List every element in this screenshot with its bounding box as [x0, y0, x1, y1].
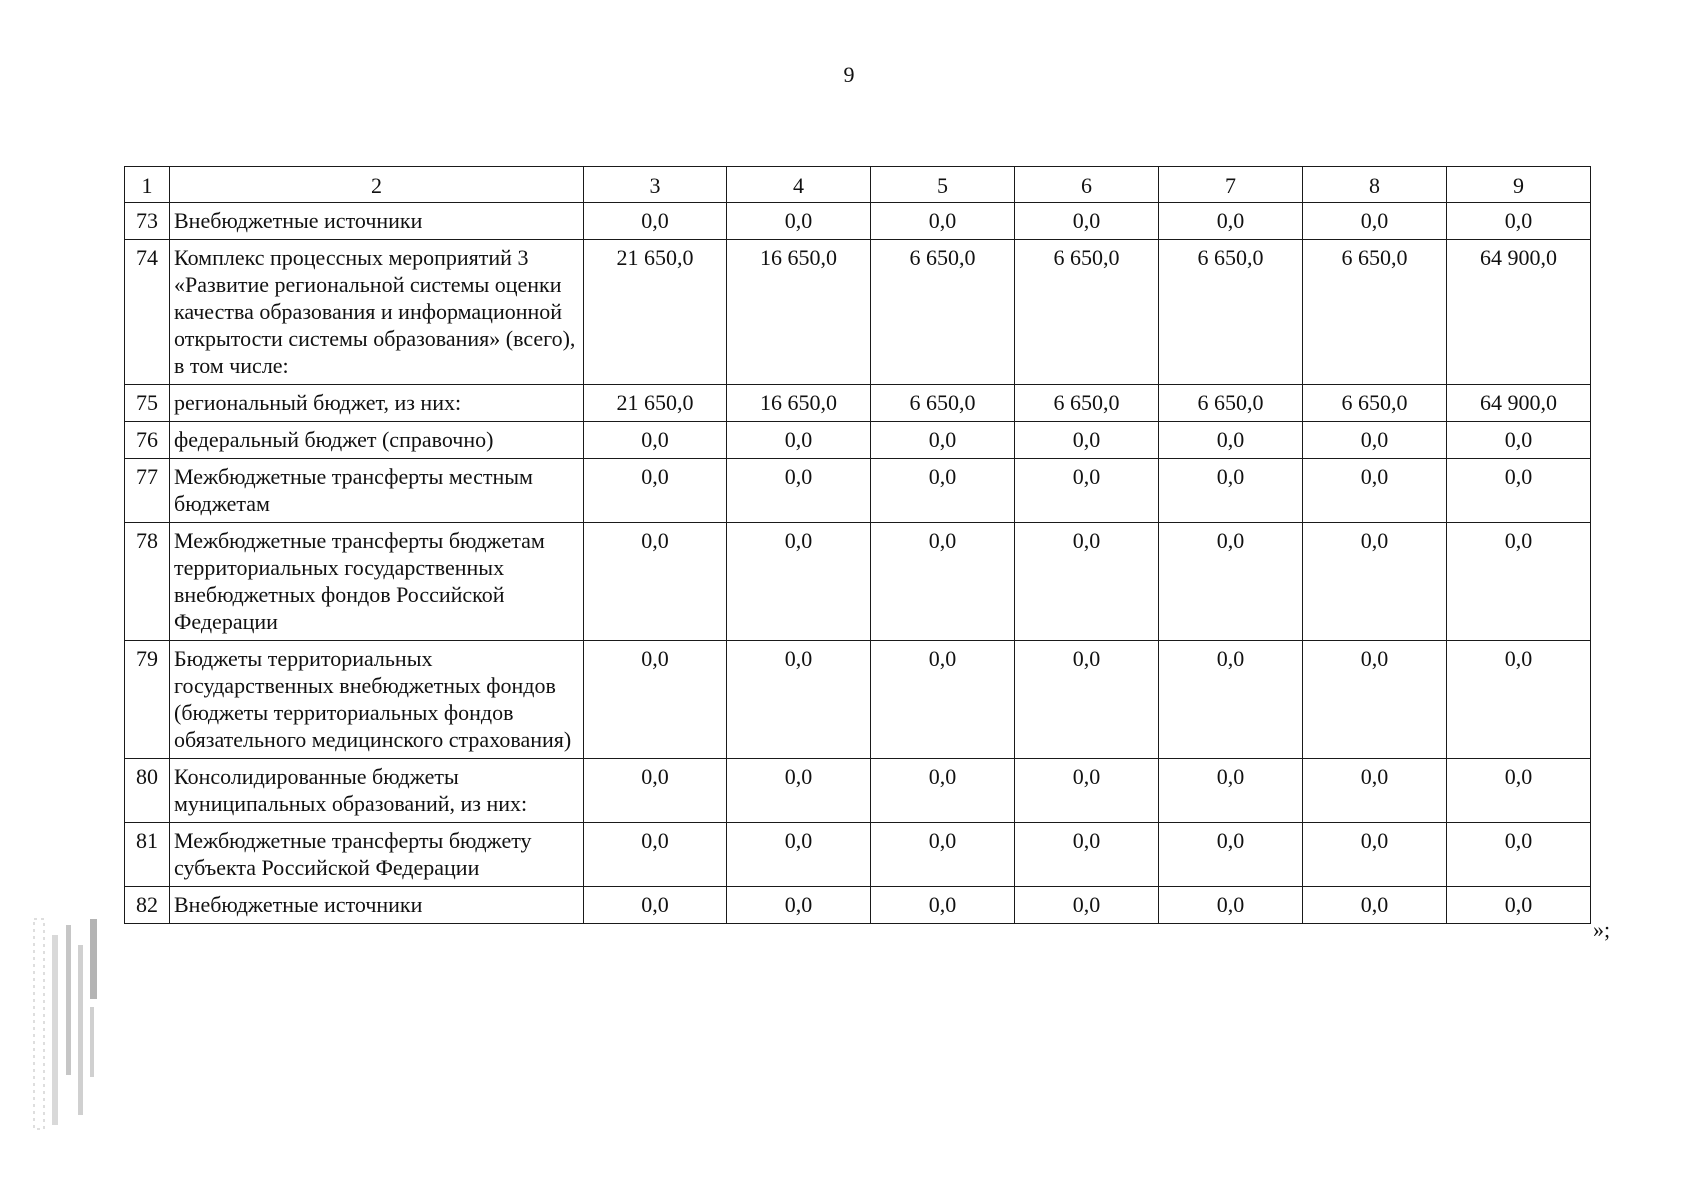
row-value: 0,0: [1159, 459, 1303, 523]
row-value: 0,0: [584, 887, 727, 924]
row-number: 79: [125, 641, 170, 759]
table-row: [125, 240, 1591, 385]
row-value: 0,0: [1015, 759, 1159, 823]
column-header: 8: [1303, 167, 1447, 203]
row-value: 0,0: [1015, 887, 1159, 924]
column-header: 4: [727, 167, 871, 203]
row-value: 0,0: [727, 759, 871, 823]
row-value: 64 900,0: [1447, 240, 1591, 385]
row-value: 0,0: [871, 641, 1015, 759]
row-value: 0,0: [1303, 422, 1447, 459]
row-name: Межбюджетные трансферты местным бюджетам: [170, 459, 584, 523]
row-value: 0,0: [1447, 887, 1591, 924]
table-row: [125, 641, 1591, 759]
row-value: 0,0: [871, 459, 1015, 523]
row-value: 0,0: [1159, 759, 1303, 823]
row-value: 0,0: [727, 823, 871, 887]
row-value: 0,0: [871, 887, 1015, 924]
row-value: 0,0: [1303, 459, 1447, 523]
row-value: 0,0: [1159, 523, 1303, 641]
row-value: 6 650,0: [1303, 240, 1447, 385]
row-number: 82: [125, 887, 170, 924]
row-value: 0,0: [584, 459, 727, 523]
row-value: 0,0: [727, 887, 871, 924]
row-value: 0,0: [584, 641, 727, 759]
row-name: Бюджеты территориальных государственных внебюджетных фондов (бюджеты территориальных фондов обязательного медицинского страхования): [170, 641, 584, 759]
row-value: 0,0: [1015, 203, 1159, 240]
row-name: федеральный бюджет (справочно): [170, 422, 584, 459]
row-value: 0,0: [1447, 459, 1591, 523]
row-value: 0,0: [1159, 641, 1303, 759]
row-value: 0,0: [727, 203, 871, 240]
row-number: 73: [125, 203, 170, 240]
row-value: 0,0: [584, 823, 727, 887]
row-value: 0,0: [1159, 823, 1303, 887]
table-row: [125, 523, 1591, 641]
row-value: 0,0: [1447, 823, 1591, 887]
row-value: 16 650,0: [727, 240, 871, 385]
row-value: 0,0: [1015, 459, 1159, 523]
row-value: 0,0: [1159, 887, 1303, 924]
row-value: 6 650,0: [1015, 240, 1159, 385]
row-value: 0,0: [1447, 203, 1591, 240]
row-value: 0,0: [1447, 422, 1591, 459]
column-header: 6: [1015, 167, 1159, 203]
row-value: 0,0: [584, 203, 727, 240]
row-value: 0,0: [584, 759, 727, 823]
row-value: 0,0: [1303, 887, 1447, 924]
row-number: 77: [125, 459, 170, 523]
column-header: 3: [584, 167, 727, 203]
row-value: 6 650,0: [1015, 385, 1159, 422]
row-value: 64 900,0: [1447, 385, 1591, 422]
row-number: 78: [125, 523, 170, 641]
row-number: 76: [125, 422, 170, 459]
row-value: 0,0: [1159, 422, 1303, 459]
registration-stamp-icon: [30, 915, 110, 1135]
row-number: 80: [125, 759, 170, 823]
row-value: 0,0: [727, 422, 871, 459]
row-value: 0,0: [1303, 523, 1447, 641]
row-value: 0,0: [1303, 203, 1447, 240]
column-header: 1: [125, 167, 170, 203]
row-value: 0,0: [871, 759, 1015, 823]
row-value: 0,0: [1015, 422, 1159, 459]
row-value: 0,0: [584, 523, 727, 641]
row-value: 0,0: [1447, 641, 1591, 759]
page-number: 9: [843, 62, 855, 87]
row-value: 0,0: [871, 203, 1015, 240]
table-row: [125, 422, 1591, 459]
row-name: Межбюджетные трансферты бюджетам территориальных государственных внебюджетных фондов Российской Федерации: [170, 523, 584, 641]
row-value: 6 650,0: [871, 385, 1015, 422]
row-value: 0,0: [1159, 203, 1303, 240]
row-value: 0,0: [871, 823, 1015, 887]
row-name: Внебюджетные источники: [170, 887, 584, 924]
closing-quote-mark: »;: [1593, 917, 1611, 942]
column-header: 9: [1447, 167, 1591, 203]
table-row: [125, 203, 1591, 240]
column-header: 2: [170, 167, 584, 203]
table-row: [125, 887, 1591, 924]
column-header: 5: [871, 167, 1015, 203]
row-value: 0,0: [1447, 759, 1591, 823]
row-value: 16 650,0: [727, 385, 871, 422]
row-number: 75: [125, 385, 170, 422]
row-value: 0,0: [1015, 523, 1159, 641]
row-value: 0,0: [727, 459, 871, 523]
row-value: 0,0: [871, 422, 1015, 459]
row-value: 6 650,0: [1303, 385, 1447, 422]
row-name: Консолидированные бюджеты муниципальных образований, из них:: [170, 759, 584, 823]
row-number: 74: [125, 240, 170, 385]
row-value: 6 650,0: [871, 240, 1015, 385]
row-value: 0,0: [1015, 823, 1159, 887]
row-value: 0,0: [1303, 823, 1447, 887]
row-value: 0,0: [1303, 641, 1447, 759]
row-name: региональный бюджет, из них:: [170, 385, 584, 422]
row-value: 21 650,0: [584, 385, 727, 422]
row-name: Межбюджетные трансферты бюджету субъекта Российской Федерации: [170, 823, 584, 887]
budget-table: [124, 166, 1591, 924]
row-name: Комплекс процессных мероприятий 3 «Развитие региональной системы оценки качества образования и информационной открытости системы образования» (всего), в том числе:: [170, 240, 584, 385]
row-value: 6 650,0: [1159, 385, 1303, 422]
row-value: 0,0: [1015, 641, 1159, 759]
table-row: [125, 385, 1591, 422]
row-value: 0,0: [871, 523, 1015, 641]
row-value: 0,0: [1447, 523, 1591, 641]
table-row: [125, 759, 1591, 823]
row-value: 0,0: [727, 523, 871, 641]
row-number: 81: [125, 823, 170, 887]
table-row: [125, 823, 1591, 887]
table-row: [125, 459, 1591, 523]
table-header-row: [125, 167, 1591, 203]
row-value: 6 650,0: [1159, 240, 1303, 385]
row-name: Внебюджетные источники: [170, 203, 584, 240]
row-value: 0,0: [1303, 759, 1447, 823]
row-value: 0,0: [584, 422, 727, 459]
column-header: 7: [1159, 167, 1303, 203]
row-value: 21 650,0: [584, 240, 727, 385]
row-value: 0,0: [727, 641, 871, 759]
